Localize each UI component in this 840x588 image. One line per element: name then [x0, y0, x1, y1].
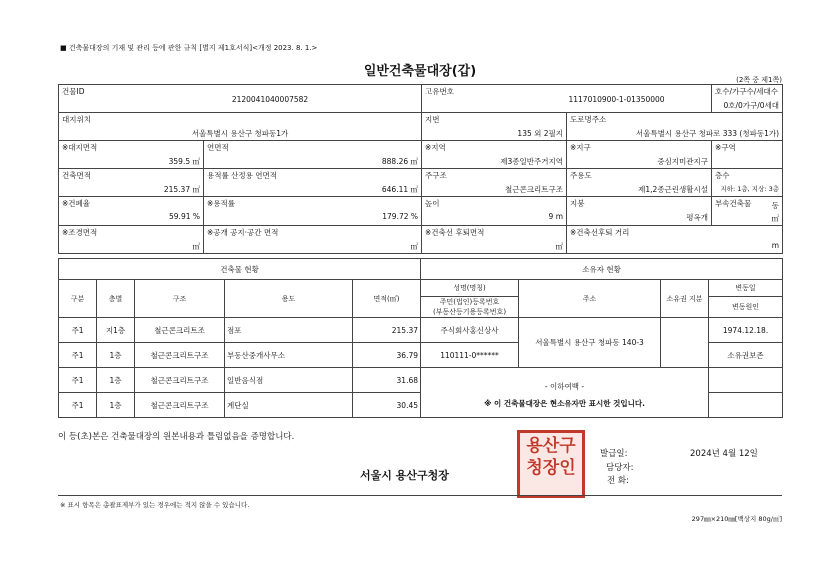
table-row [59, 318, 783, 343]
annex-cell [712, 197, 783, 226]
district-cell [567, 141, 712, 169]
setback-area-value: ㎡ [555, 242, 564, 251]
col-owner-id-line2: (부동산등기용등록번호) [432, 308, 507, 316]
owner-reg-no: 110111-0****** [421, 343, 519, 368]
paper-spec: 297㎜×210㎜[백상지 80g/㎡] [691, 515, 782, 523]
public-cell [204, 226, 422, 254]
building-area-value: 215.37 ㎡ [163, 185, 200, 194]
use-label: 주용도 [570, 171, 592, 180]
row-kind: 주1 [59, 368, 97, 393]
floors-label: 층수 [715, 171, 730, 180]
row-floor: 1층 [97, 343, 135, 368]
form-note: ■ 건축물대장의 기재 및 관리 등에 관한 규칙 [별지 제1호서식]<개정 2023. 8. 1.> [60, 44, 318, 52]
site-cell [59, 113, 422, 141]
row-floor: 1층 [97, 393, 135, 418]
site-value: 서울특별시 용산구 청파동1가 [191, 129, 289, 138]
handler-label: 담당자: [606, 463, 634, 473]
building-area-label: 건축면적 [62, 171, 91, 180]
unique-no-label: 고유번호 [425, 87, 454, 96]
structure-cell [422, 169, 567, 197]
table-row [59, 368, 783, 393]
public-value: ㎡ [410, 242, 419, 251]
col-owner-name: 성명(명칭) [421, 280, 519, 297]
row-floor: 1층 [97, 368, 135, 393]
use-cell [567, 169, 712, 197]
page-info: (2쪽 중 제1쪽) [736, 76, 782, 84]
site-area-value: 359.5 ㎡ [168, 157, 200, 166]
setback-dist-label: ※건축선후퇴 거리 [570, 228, 630, 237]
landscape-label: ※조경면적 [62, 228, 98, 237]
zone-label: ※지역 [425, 143, 446, 152]
setback-dist-value: m [771, 241, 780, 250]
road-value: 서울특별시 용산구 청파로 333 (청파동1가) [635, 129, 780, 138]
owner-blank-area [421, 368, 709, 418]
document-title: 일반건축물대장(갑) [363, 64, 477, 79]
units-cell [712, 85, 783, 113]
annex-count: 동 [771, 201, 780, 210]
row-kind: 주1 [59, 318, 97, 343]
public-label: ※공개 공지·공간 면적 [207, 228, 279, 237]
height-value: 9 m [548, 212, 564, 221]
row-structure: 철근콘크리트구조 [135, 343, 225, 368]
far-cell [204, 197, 422, 226]
height-label: 높이 [425, 199, 440, 208]
site-area-cell [59, 141, 204, 169]
row-structure: 철근콘크리트조 [135, 318, 225, 343]
annex-label: 부속건축물 [715, 199, 752, 208]
col-use: 용도 [225, 280, 353, 318]
col-structure: 구조 [135, 280, 225, 318]
bcr-cell [59, 197, 204, 226]
blank-note: - 이하여백 - [544, 381, 585, 391]
lot-value: 135 외 2필지 [517, 129, 564, 138]
row-area: 30.45 [353, 393, 421, 418]
floors-cell [712, 169, 783, 197]
roof-cell [567, 197, 712, 226]
roof-label: 지붕 [570, 199, 585, 208]
col-address: 주소 [519, 280, 661, 318]
col-owner-id [421, 297, 519, 318]
units-value: 0호/0가구/0세대 [723, 101, 780, 110]
row-kind: 주1 [59, 393, 97, 418]
site-area-label: ※대지면적 [62, 143, 98, 152]
setback-area-label: ※건축선 후퇴면적 [425, 228, 485, 237]
certification-text: 이 등(초)본은 건축물대장의 원본내용과 틀림없음을 증명합니다. [58, 432, 295, 442]
issue-date: 2024년 4월 12일 [690, 449, 758, 459]
bcr-label: ※건폐율 [62, 199, 91, 208]
row-area: 31.68 [353, 368, 421, 393]
unique-no-cell [422, 85, 712, 113]
far-area-value: 646.11 ㎡ [381, 185, 419, 194]
lot-label: 지번 [425, 115, 440, 124]
unique-no-value: 1117010900-1-01350000 [568, 95, 665, 104]
row-use: 부동산중개사무소 [225, 343, 353, 368]
bcr-value: 59.91 % [169, 212, 200, 221]
building-id-label: 건물ID [62, 87, 85, 96]
landscape-cell [59, 226, 204, 254]
row-area: 36.79 [353, 343, 421, 368]
district-value: 중심지미관지구 [657, 157, 709, 166]
total-area-label: 연면적 [207, 143, 229, 152]
roof-value: 평옥개 [686, 213, 709, 222]
footnote: ※ 표시 항목은 총괄표제부가 있는 경우에는 적지 않을 수 있습니다. [60, 501, 250, 509]
col-change-reason: 변동원인 [709, 297, 783, 318]
landscape-value: ㎡ [192, 242, 200, 251]
setback-dist-cell [567, 226, 783, 254]
height-cell [422, 197, 567, 226]
owner-notice: ※ 이 건축물대장은 현소유자만 표시한 것입니다. [484, 398, 645, 408]
lot-cell [422, 113, 567, 141]
far-value: 179.72 % [382, 212, 419, 221]
row-area: 215.37 [353, 318, 421, 343]
sector-cell [712, 141, 783, 169]
issue-date-label: 발급일: [600, 449, 628, 459]
units-label: 호수/가구수/세대수 [715, 87, 779, 96]
total-area-cell [204, 141, 422, 169]
building-info-table [58, 84, 783, 254]
use-value: 제1,2종근린생활시설 [638, 185, 709, 194]
empty-cell [709, 393, 783, 418]
row-kind: 주1 [59, 343, 97, 368]
zone-cell [422, 141, 567, 169]
district-label: ※지구 [570, 143, 591, 152]
owner-name: 주식회사홍신상사 [421, 318, 519, 343]
floors-value: 지하: 1층, 지상: 3층 [720, 185, 780, 193]
col-change-date: 변동일 [709, 280, 783, 297]
owner-change-date: 1974.12.18. [709, 318, 783, 343]
far-area-label: 용적률 산정용 연면적 [207, 171, 277, 180]
official-seal: 용산구 청장인 [517, 430, 585, 498]
site-label: 대지위치 [62, 115, 91, 124]
building-id-value: 2120041040007582 [231, 95, 309, 104]
col-area: 면적(㎡) [353, 280, 421, 318]
far-label: ※용적률 [207, 199, 236, 208]
row-floor: 지1층 [97, 318, 135, 343]
owner-change-reason: 소유권보존 [709, 343, 783, 368]
owner-status-title: 소유자 현황 [421, 259, 783, 280]
building-status-title: 건축물 현황 [59, 259, 421, 280]
col-kind: 구분 [59, 280, 97, 318]
owner-address: 서울특별시 용산구 청파동 140-3 [519, 318, 661, 368]
col-owner-id-line1: 주민(법인)등록번호 [439, 298, 500, 306]
col-floor: 층별 [97, 280, 135, 318]
issuer: 서울시 용산구청장 [360, 469, 449, 482]
structure-value: 철근콘크리트구조 [505, 185, 564, 194]
footer-divider [58, 495, 782, 496]
row-use: 계단실 [225, 393, 353, 418]
road-label: 도로명주소 [570, 115, 607, 124]
row-use: 일반음식점 [225, 368, 353, 393]
row-structure: 철근콘크리트구조 [135, 393, 225, 418]
setback-area-cell [422, 226, 567, 254]
row-structure: 철근콘크리트구조 [135, 368, 225, 393]
building-id-cell [59, 85, 422, 113]
col-share: 소유권 지분 [661, 280, 709, 318]
annex-area: ㎡ [771, 214, 780, 223]
owner-share [661, 318, 709, 368]
zone-value: 제3종일반주거지역 [500, 157, 564, 166]
road-cell [567, 113, 783, 141]
building-area-cell [59, 169, 204, 197]
empty-cell [709, 368, 783, 393]
phone-label: 전 화: [607, 476, 629, 486]
total-area-value: 888.26 ㎡ [381, 157, 419, 166]
status-table [58, 258, 783, 418]
structure-label: 주구조 [425, 171, 447, 180]
far-area-cell [204, 169, 422, 197]
row-use: 점포 [225, 318, 353, 343]
sector-label: ※구역 [715, 143, 736, 152]
